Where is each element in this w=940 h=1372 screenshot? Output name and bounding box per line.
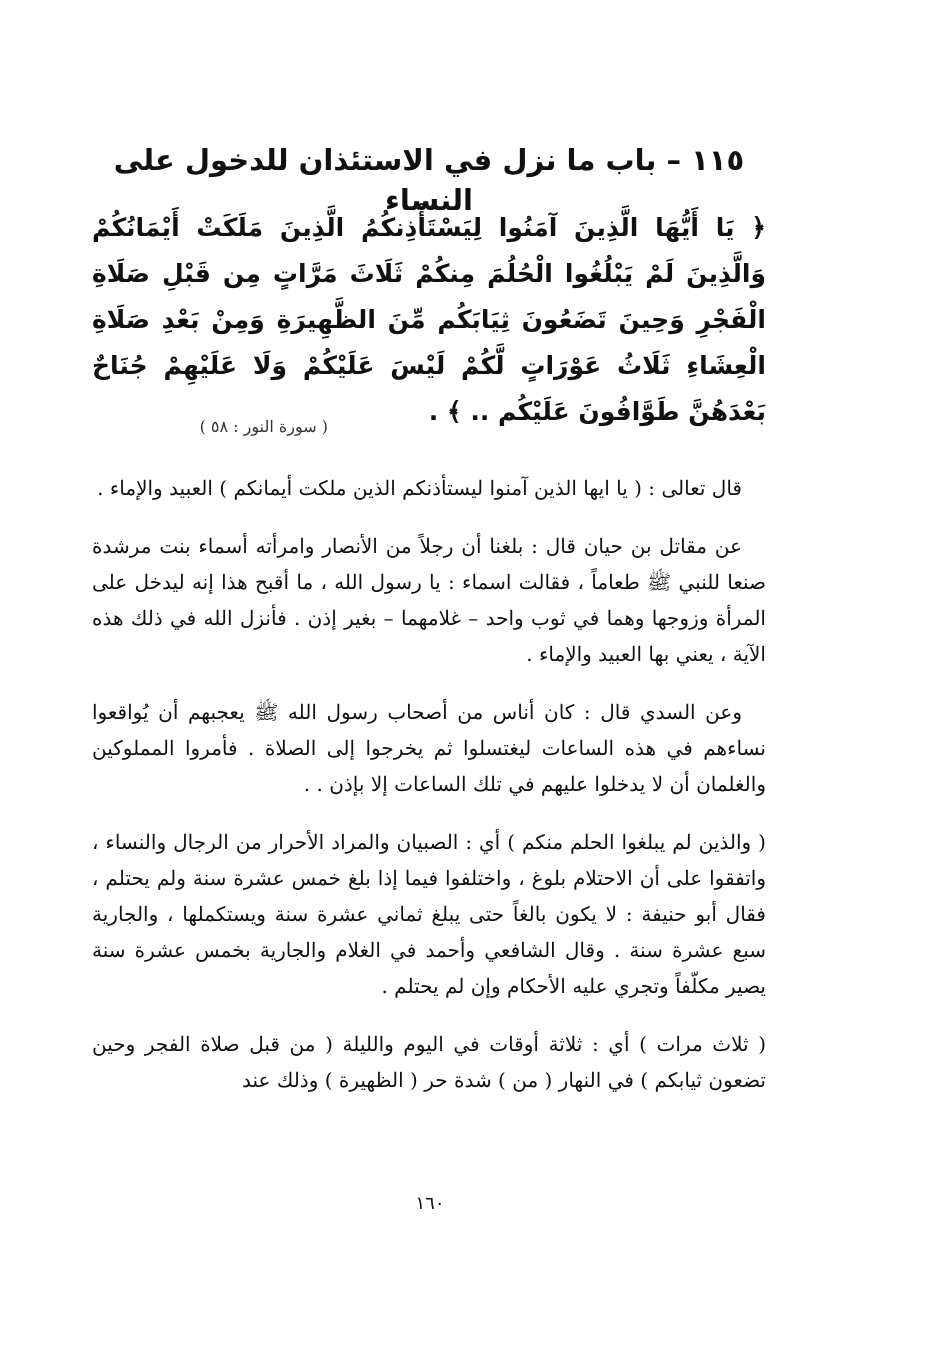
paragraph-3: وعن السدي قال : كان أناس من أصحاب رسول الله ﷺ يعجبهم أن يُواقعوا نساءهم في هذه الساعات ليغتسلوا ثم يخرجوا إلى الصلاة . فأمروا المملوكين والغلمان أن لا يدخلوا عليهم في تلك الساعات إلا بإذن . . bbox=[92, 700, 766, 796]
commentary-body bbox=[92, 470, 766, 1120]
chapter-title: ١١٥ – باب ما نزل في الاستئذان للدخول على النساء bbox=[113, 143, 745, 217]
paragraph-4: ( والذين لم يبلغوا الحلم منكم ) أي : الصبيان والمراد الأحرار من الرجال والنساء ، واتفقوا على أن الاحتلام بلوغ ، واختلفوا فيما إذا بلغ خمس عشرة سنة ولم يحتلم ، فقال أبو حنيفة : لا يكون بالغاً حتى يبلغ ثماني عشرة سنة ويستكملها ، والجارية سبع عشرة سنة . وقال الشافعي وأحمد في الغلام والجارية بخمس عشرة سنة يصير مكلّفاً وتجري عليه الأحكام وإن لم يحتلم . bbox=[92, 830, 766, 998]
paragraph-2: عن مقاتل بن حيان قال : بلغنا أن رجلاً من الأنصار وامرأته أسماء بنت مرشدة صنعا للنبي ﷺ طعاماً ، فقالت اسماء : يا رسول الله ، ما أقبح هذا إنه ليدخل على المرأة وزوجها وهما في ثوب واحد – غلامهما – بغير إذن . فأنزل الله في ذلك هذه الآية ، يعني بها العبيد والإماء . bbox=[92, 534, 766, 666]
verse-reference: ( سورة النور : ٥٨ ) bbox=[199, 417, 328, 436]
quran-verse: ﴿ يَا أَيُّهَا الَّذِينَ آمَنُوا لِيَسْتَأْذِنكُمُ الَّذِينَ مَلَكَتْ أَيْمَانُكُمْ وَالَّذِينَ لَمْ يَبْلُغُوا الْحُلُمَ مِنكُمْ ثَلَاثَ مَرَّاتٍ مِن قَبْلِ صَلَاةِ الْفَجْرِ وَحِينَ تَضَعُونَ ثِيَابَكُم مِّنَ الظَّهِيرَةِ وَمِنْ بَعْدِ صَلَاةِ الْعِشَاءِ ثَلَاثُ عَوْرَاتٍ لَّكُمْ لَيْسَ عَلَيْكُمْ وَلَا عَلَيْهِمْ جُنَاحٌ بَعْدَهُنَّ طَوَّافُونَ عَلَيْكُم .. ﴾ . bbox=[92, 213, 766, 426]
page-number: ١٦٠ bbox=[415, 1193, 445, 1214]
paragraph-5: ( ثلاث مرات ) أي : ثلاثة أوقات في اليوم والليلة ( من قبل صلاة الفجر وحين تضعون ثيابكم ) في النهار ( من ) شدة حر ( الظهيرة ) وذلك عند bbox=[92, 1032, 766, 1092]
paragraph-1: قال تعالى : ( يا ايها الذين آمنوا ليستأذنكم الذين ملكت أيمانكم ) العبيد والإماء . bbox=[97, 476, 742, 500]
